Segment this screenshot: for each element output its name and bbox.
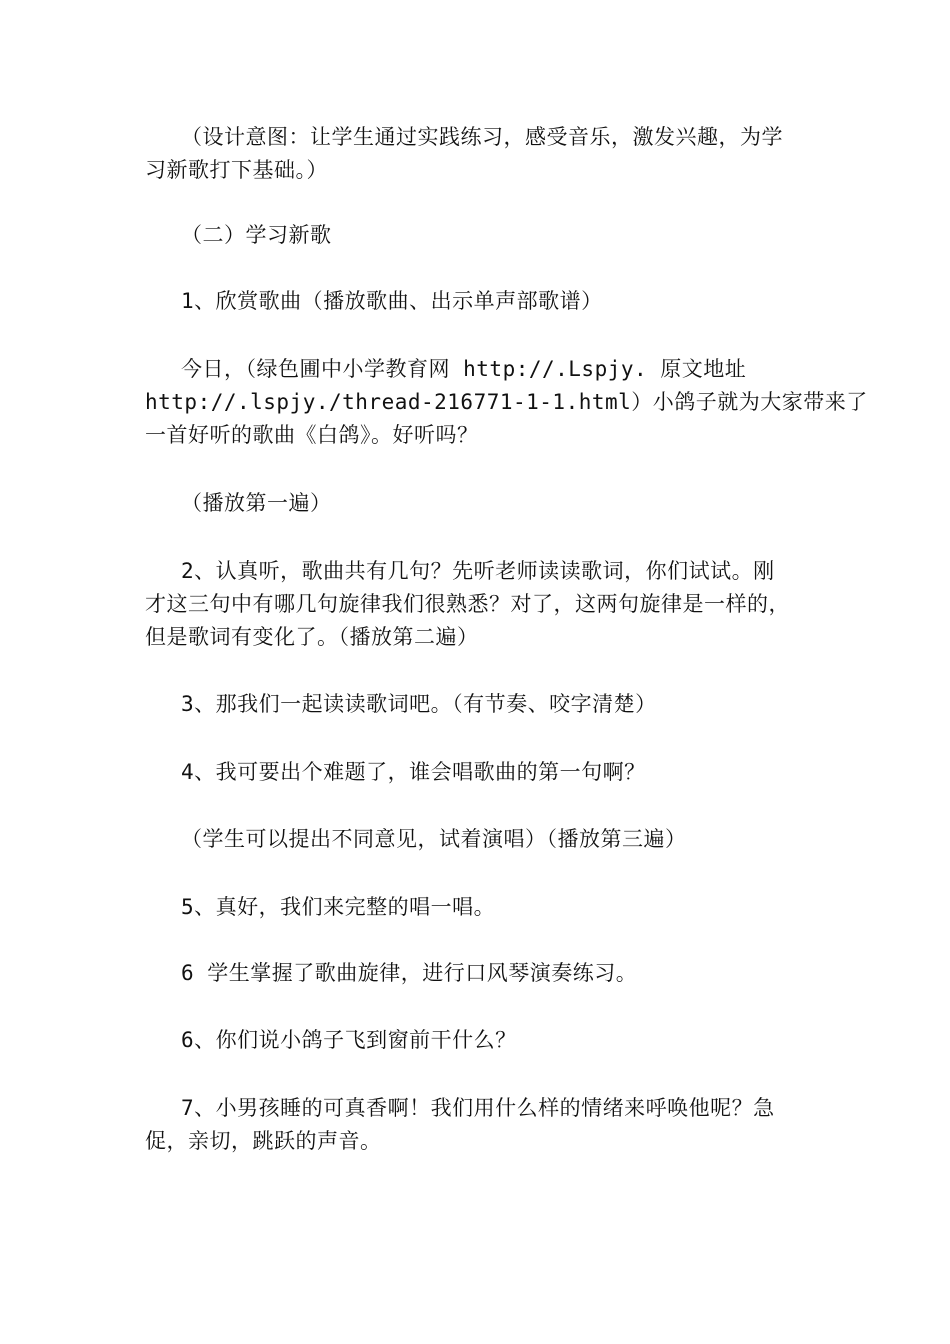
text-line: （设计意图：让学生通过实践练习，感受音乐，激发兴趣，为学 [181,125,783,149]
paragraph-step-2 [145,555,810,654]
text-line: 1、欣赏歌曲（播放歌曲、出示单声部歌谱） [181,289,603,313]
paragraph-step-1 [145,285,810,318]
text-line: （二）学习新歌 [181,223,332,247]
paragraph-step-6a [145,957,810,990]
text-line: http://.lspjy./thread-216771-1-1.html）小鸽子就为大家带来了 [145,390,868,414]
paragraph-step-4 [145,756,810,789]
text-line: 一首好听的歌曲《白鸽》。好听吗？ [145,423,479,447]
paragraph-step-6b [145,1024,810,1057]
text-line: （播放第一遍） [181,491,332,515]
text-line: 6 学生掌握了歌曲旋律，进行口风琴演奏练习。 [181,961,638,985]
text-line: 5、真好，我们来完整的唱一唱。 [181,895,496,919]
text-line: 2、认真听，歌曲共有几句？先听老师读读歌词，你们试试。刚 [181,559,775,583]
paragraph-step-5 [145,891,810,924]
text-line: 4、我可要出个难题了，谁会唱歌曲的第一句啊？ [181,760,646,784]
text-line: 3、那我们一起读读歌词吧。（有节奏、咬字清楚） [181,692,657,716]
section-heading-learn-new-song [145,219,810,252]
paragraph-step-3 [145,688,810,721]
paragraph-step-7 [145,1092,810,1158]
text-line: 习新歌打下基础。） [145,158,328,182]
text-line: 但是歌词有变化了。（播放第二遍） [145,625,479,649]
text-line: 才这三句中有哪几句旋律我们很熟悉？对了，这两句旋律是一样的， [145,592,790,616]
text-line: 7、小男孩睡的可真香啊！我们用什么样的情绪来呼唤他呢？急 [181,1096,775,1120]
text-line: 今日，（绿色圃中小学教育网 http://.Lspjy. 原文地址 [181,357,747,381]
paragraph-students-sing [145,823,810,856]
text-line: 6、你们说小鸽子飞到窗前干什么？ [181,1028,517,1052]
paragraph-today [145,353,868,452]
paragraph-play-first [145,487,810,520]
paragraph-design-intent [145,121,810,187]
text-line: 促，亲切，跳跃的声音。 [145,1129,382,1153]
text-line: （学生可以提出不同意见，试着演唱）（播放第三遍） [181,827,687,851]
